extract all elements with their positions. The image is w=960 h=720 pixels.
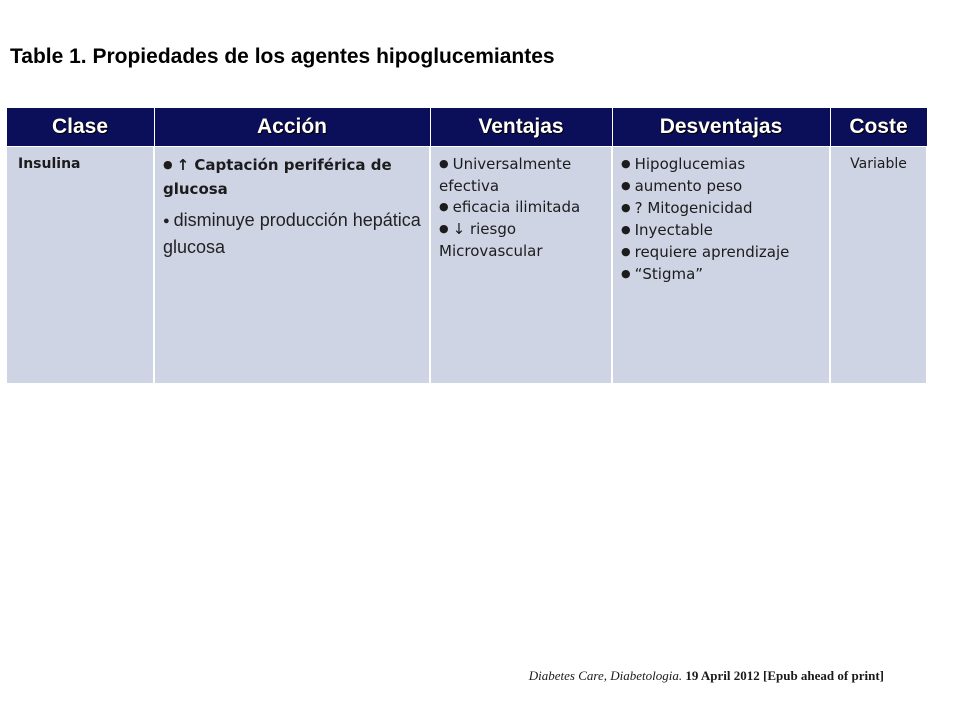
bullet-icon: ●	[439, 222, 449, 235]
accion-text: disminuye producción hepática glucosa	[163, 210, 421, 257]
list-item	[621, 198, 821, 220]
properties-table	[5, 107, 928, 383]
header-row	[6, 108, 927, 147]
table-title: Table 1. Propiedades de los agentes hipoglucemiantes	[10, 45, 555, 68]
list-item	[621, 264, 821, 286]
list-item	[621, 154, 821, 176]
list-item	[163, 154, 421, 200]
bullet-icon: ●	[439, 157, 449, 170]
ventaja-text: eficacia ilimitada	[452, 198, 581, 216]
header-desventajas: Desventajas	[612, 108, 830, 147]
citation-date: 19 April 2012 [Epub ahead of print]	[685, 668, 884, 683]
bullet-icon: ●	[621, 201, 631, 214]
list-item	[439, 219, 603, 262]
bullet-icon: ●	[621, 223, 631, 236]
bullet-icon: ●	[163, 215, 170, 227]
cell-ventajas	[430, 147, 612, 383]
cell-coste	[830, 147, 927, 383]
ventaja-text: Universalmente efectiva	[439, 155, 572, 195]
desventaja-text: ? Mitogenicidad	[634, 199, 753, 217]
accion-text: ↑ Captación periférica de glucosa	[163, 156, 392, 198]
header-ventajas: Ventajas	[430, 108, 612, 147]
list-item	[621, 220, 821, 242]
desventaja-text: aumento peso	[634, 177, 743, 195]
list-item	[439, 154, 603, 197]
desventaja-text: requiere aprendizaje	[634, 243, 790, 261]
bullet-icon: ●	[439, 200, 449, 213]
desventaja-text: Inyectable	[634, 221, 713, 239]
cell-clase: Insulina	[6, 147, 154, 383]
list-item	[621, 242, 821, 264]
coste-value: Variable	[850, 156, 907, 172]
bullet-icon: ●	[621, 245, 631, 258]
ventaja-text: ↓ riesgo Microvascular	[439, 220, 543, 260]
desventaja-text: “Stigma”	[634, 265, 704, 283]
bullet-icon: ●	[621, 267, 631, 280]
bullet-icon: ●	[621, 179, 631, 192]
desventaja-text: Hipoglucemias	[634, 155, 746, 173]
cell-desventajas	[612, 147, 830, 383]
table-row	[6, 147, 927, 383]
header-clase: Clase	[6, 108, 154, 147]
header-accion: Acción	[154, 108, 430, 147]
citation-journals: Diabetes Care, Diabetologia.	[528, 668, 683, 683]
citation	[529, 668, 884, 684]
list-item	[621, 176, 821, 198]
list-item	[439, 197, 603, 219]
bullet-icon: ●	[621, 157, 631, 170]
header-coste: Coste	[830, 108, 927, 147]
cell-accion	[154, 147, 430, 383]
bullet-icon: ●	[163, 158, 173, 171]
list-item	[163, 208, 421, 259]
